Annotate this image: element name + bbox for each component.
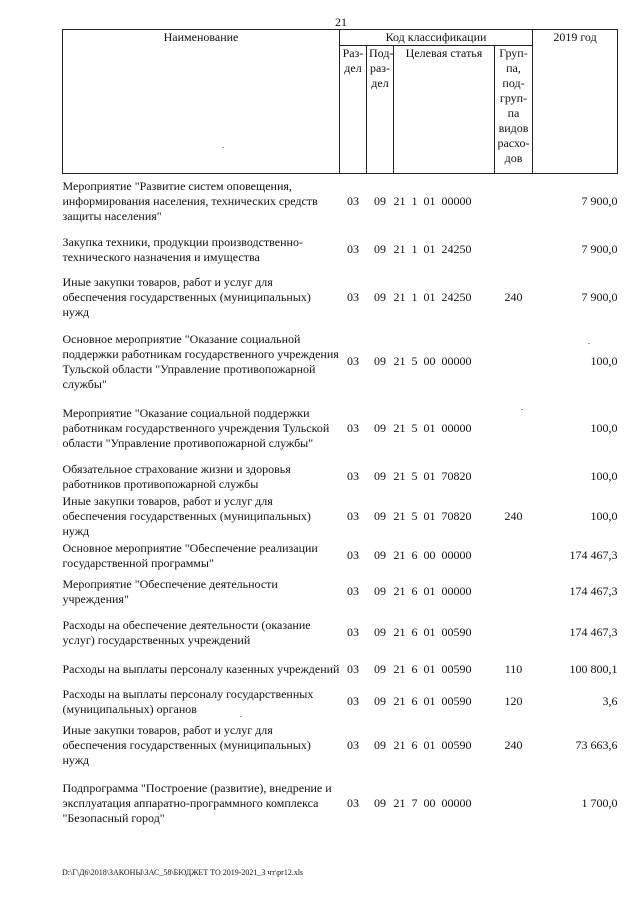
row-group	[495, 612, 533, 654]
table-row	[63, 718, 618, 774]
row-razdel: 03	[347, 796, 359, 810]
row-target: 21 5 01 70820	[393, 509, 472, 523]
row-amount: 1 700,0	[581, 796, 618, 810]
row-target: 21 6 00 00000	[393, 548, 472, 562]
row-name: Расходы на выплаты персоналу государственных (муниципальных) органов	[62, 686, 314, 716]
budget-rows	[63, 174, 618, 834]
row-name: Обязательное страхование жизни и здоровья работников противопожарной службы	[62, 461, 291, 491]
row-group: 110	[504, 662, 523, 676]
row-razdel: 03	[347, 584, 359, 598]
budget-table	[62, 29, 618, 834]
row-group: 240	[504, 290, 523, 304]
row-group	[495, 774, 533, 834]
scan-speck	[588, 343, 590, 344]
row-podrazdel: 09	[374, 194, 386, 209]
file-path-footer: D:\Г\Д6\2018\ЗАКОНЫ\ЗАС_58\БЮДЖЕТ ТО 2019-2021_3 чт\pr12.xls	[62, 868, 304, 877]
row-amount: 3,6	[602, 694, 618, 708]
row-name: Иные закупки товаров, работ и услуг для обеспечения государственных (муниципальных) нужд	[62, 494, 311, 538]
row-razdel: 03	[347, 662, 359, 676]
table-row	[63, 230, 618, 270]
table-row	[63, 540, 618, 572]
row-podrazdel: 09	[374, 354, 386, 368]
scan-speck	[222, 147, 224, 148]
row-name: Подпрограмма "Построение (развитие), внедрение и эксплуатация аппаратно-программного комплекса "Безопасный город"	[62, 781, 332, 825]
row-target: 21 6 01 00590	[393, 625, 472, 639]
row-target: 21 1 01 00000	[393, 194, 472, 209]
row-target: 21 1 01 24250	[393, 290, 472, 304]
row-group	[495, 174, 533, 230]
row-name: Расходы на выплаты персоналу казенных учреждений	[62, 662, 340, 676]
row-name: Основное мероприятие "Оказание социальной поддержки работникам государственного учреждения Тульской области "Управление противопожарной службы"	[62, 331, 339, 391]
header-name: Наименование	[63, 30, 340, 174]
table-row	[63, 398, 618, 460]
row-name: Мероприятие "Развитие систем оповещения, информирования населения, технических средств защиты населения"	[62, 179, 318, 224]
row-amount: 7 900,0	[581, 194, 618, 209]
row-group	[495, 460, 533, 494]
row-target: 21 6 01 00000	[393, 584, 472, 598]
table-row	[63, 174, 618, 230]
row-razdel: 03	[347, 242, 359, 256]
row-podrazdel: 09	[374, 662, 386, 676]
header-group: Груп- па, под- груп- па видов расхо- дов	[495, 46, 533, 174]
row-podrazdel: 09	[374, 469, 386, 483]
scan-speck	[240, 716, 242, 717]
header-year: 2019 год	[533, 30, 618, 174]
row-target: 21 1 01 24250	[393, 242, 472, 256]
header-target: Целевая статья	[394, 46, 495, 174]
row-amount: 100 800,1	[569, 662, 618, 676]
row-amount: 174 467,3	[569, 625, 618, 639]
header-classification: Код классификации	[340, 30, 533, 46]
row-razdel: 03	[347, 421, 359, 435]
row-podrazdel: 09	[374, 242, 386, 256]
row-podrazdel: 09	[374, 509, 386, 523]
row-razdel: 03	[347, 548, 359, 562]
row-podrazdel: 09	[374, 625, 386, 639]
row-target: 21 5 00 00000	[393, 354, 472, 368]
row-target: 21 7 00 00000	[393, 796, 472, 810]
row-name: Основное мероприятие "Обеспечение реализации государственной программы"	[62, 540, 318, 570]
row-name: Иные закупки товаров, работ и услуг для обеспечения государственных (муниципальных) нужд	[62, 723, 311, 767]
row-name: Расходы на обеспечение деятельности (оказание услуг) государственных учреждений	[62, 617, 311, 647]
scan-speck	[521, 409, 523, 410]
row-amount: 100,0	[590, 421, 618, 435]
row-group	[495, 398, 533, 460]
row-amount: 100,0	[590, 509, 618, 523]
table-row	[63, 460, 618, 494]
table-row	[63, 686, 618, 718]
row-name: Закупка техники, продукции производственно-технического назначения и имущества	[62, 234, 303, 264]
row-razdel: 03	[347, 194, 359, 209]
row-podrazdel: 09	[374, 738, 386, 752]
row-amount: 100,0	[590, 354, 618, 368]
row-target: 21 6 01 00590	[393, 738, 472, 752]
table-row	[63, 612, 618, 654]
row-name: Мероприятие "Обеспечение деятельности учреждения"	[62, 576, 278, 606]
row-amount: 7 900,0	[581, 290, 618, 304]
table-row	[63, 654, 618, 686]
table-row	[63, 572, 618, 612]
row-podrazdel: 09	[374, 290, 386, 304]
row-group	[495, 572, 533, 612]
row-amount: 174 467,3	[569, 548, 618, 562]
header-podrazdel: Под- раз- дел	[367, 46, 394, 174]
row-razdel: 03	[347, 738, 359, 752]
table-row	[63, 326, 618, 398]
row-podrazdel: 09	[374, 421, 386, 435]
row-razdel: 03	[347, 694, 359, 708]
row-group: 240	[504, 509, 523, 523]
row-razdel: 03	[347, 290, 359, 304]
row-amount: 73 663,6	[575, 738, 618, 752]
row-amount: 174 467,3	[569, 584, 618, 598]
row-target: 21 6 01 00590	[393, 662, 472, 676]
row-name: Мероприятие "Оказание социальной поддержки работникам государственного учреждения Тульской области "Управление противопожарной службы"	[62, 406, 330, 450]
table-row	[63, 270, 618, 326]
row-razdel: 03	[347, 354, 359, 368]
table-row	[63, 494, 618, 540]
page-number: 21	[335, 15, 347, 29]
row-razdel: 03	[347, 509, 359, 523]
row-target: 21 6 01 00590	[393, 694, 472, 708]
row-group: 120	[504, 694, 523, 708]
row-podrazdel: 09	[374, 548, 386, 562]
row-name: Иные закупки товаров, работ и услуг для обеспечения государственных (муниципальных) нужд	[62, 275, 311, 319]
row-group: 240	[504, 738, 523, 752]
row-amount: 100,0	[590, 469, 618, 483]
row-razdel: 03	[347, 625, 359, 639]
row-podrazdel: 09	[374, 796, 386, 810]
header-razdel: Раз- дел	[340, 46, 367, 174]
row-group	[495, 540, 533, 572]
row-amount: 7 900,0	[581, 242, 618, 256]
row-podrazdel: 09	[374, 584, 386, 598]
row-target: 21 5 01 70820	[393, 469, 472, 483]
row-target: 21 5 01 00000	[393, 421, 472, 435]
row-group	[495, 326, 533, 398]
row-razdel: 03	[347, 469, 359, 483]
table-row	[63, 774, 618, 834]
row-podrazdel: 09	[374, 694, 386, 708]
row-group	[495, 230, 533, 270]
